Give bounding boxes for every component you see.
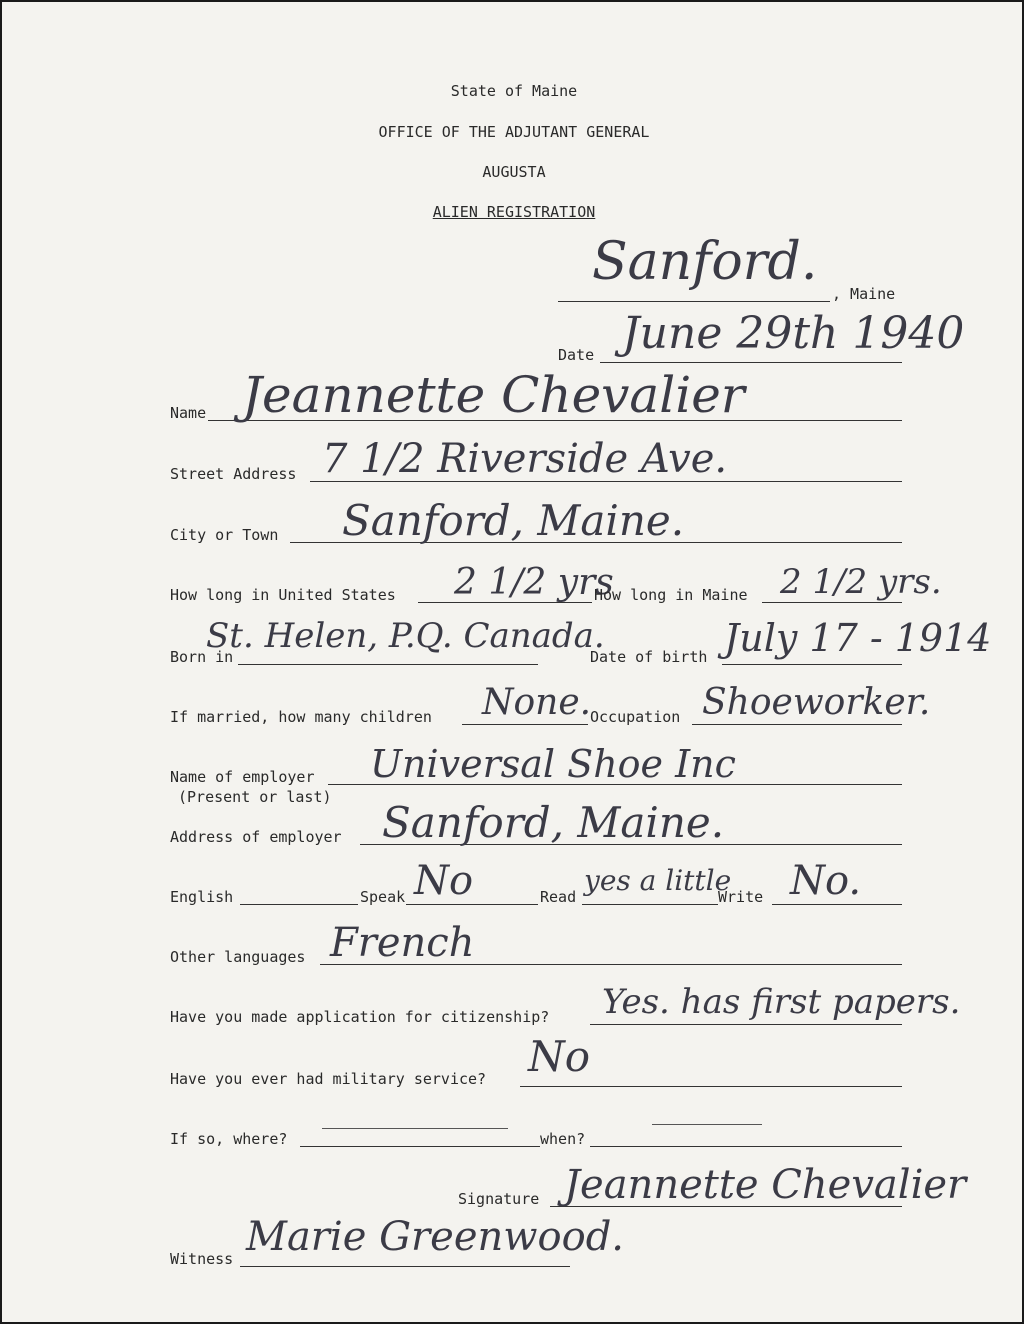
employer-address-label: Address of employer [170,828,342,846]
citizenship-label: Have you made application for citizenship? [170,1008,550,1026]
maine-label: , Maine [832,285,896,303]
date-line [600,362,902,363]
occupation-label: Occupation [590,708,681,726]
other-languages-entry: French [330,920,475,966]
children-label: If married, how many children [170,708,432,726]
employer-address-entry: Sanford, Maine. [382,798,725,847]
where-dash-mark [322,1128,508,1129]
how-long-us-label: How long in United States [170,586,396,604]
how-long-maine-entry: 2 1/2 yrs. [780,562,942,602]
employer-name-label: Name of employer [170,768,315,786]
header-office: OFFICE OF THE ADJUTANT GENERAL [378,123,650,141]
speak-entry: No [414,858,474,904]
header-state: State of Maine [450,82,578,100]
military-entry: No [528,1032,591,1081]
citizenship-entry: Yes. has first papers. [602,982,961,1022]
header-form-title: ALIEN REGISTRATION [432,203,596,221]
date-of-birth-line [722,664,902,665]
occupation-line [692,724,902,725]
citizenship-line [590,1024,902,1025]
witness-entry: Marie Greenwood. [246,1214,625,1260]
born-in-line [238,664,538,665]
name-entry: Jeannette Chevalier [242,366,745,424]
military-line [520,1086,902,1087]
speak-line [406,904,538,905]
read-label: Read [540,888,577,906]
born-in-entry: St. Helen, P.Q. Canada. [206,616,605,656]
town-entry: Sanford. [592,232,818,292]
children-entry: None. [482,682,592,723]
read-line [582,904,718,905]
city-entry: Sanford, Maine. [342,496,685,545]
employer-note: (Present or last) [178,788,332,806]
how-long-us-entry: 2 1/2 yrs [454,562,614,603]
signature-label: Signature [458,1190,540,1208]
read-entry: yes a little [584,864,732,897]
street-address-label: Street Address [170,465,297,483]
witness-label: Witness [170,1250,234,1268]
how-long-maine-line [762,602,902,603]
where-label: If so, where? [170,1130,288,1148]
street-address-entry: 7 1/2 Riverside Ave. [322,436,728,482]
when-dash-mark [652,1124,762,1125]
town-line [558,301,830,302]
other-languages-label: Other languages [170,948,306,966]
signature-entry: Jeannette Chevalier [564,1162,967,1208]
english-line [240,904,358,905]
date-entry: June 29th 1940 [622,308,965,359]
write-label: Write [718,888,764,906]
write-entry: No. [790,858,862,904]
speak-label: Speak [360,888,406,906]
when-label: when? [540,1130,586,1148]
children-line [462,724,588,725]
english-label: English [170,888,234,906]
date-label: Date [558,346,595,364]
military-label: Have you ever had military service? [170,1070,487,1088]
how-long-maine-label: How long in Maine [594,586,748,604]
name-label: Name [170,404,207,422]
header-city: AUGUSTA [482,163,546,181]
write-line [772,904,902,905]
witness-line [240,1266,570,1267]
when-line [590,1146,902,1147]
occupation-entry: Shoeworker. [702,682,931,723]
city-label: City or Town [170,526,279,544]
date-of-birth-entry: July 17 - 1914 [724,616,992,660]
employer-name-entry: Universal Shoe Inc [370,742,736,786]
where-line [300,1146,540,1147]
date-of-birth-label: Date of birth [590,648,708,666]
born-in-label: Born in [170,648,234,666]
